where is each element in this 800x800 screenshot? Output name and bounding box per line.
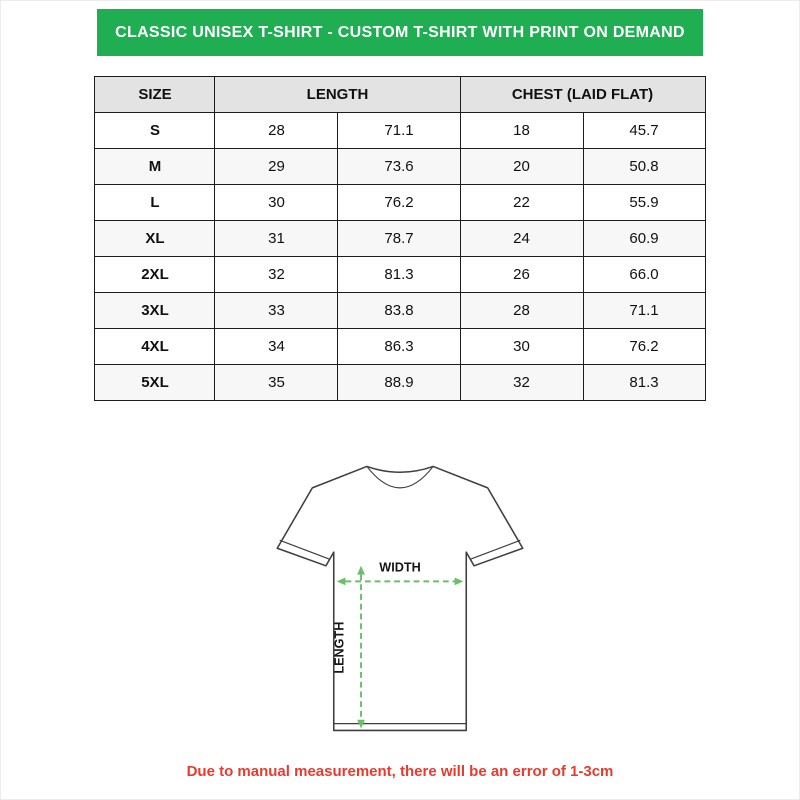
length-cm: 81.3 [338,257,460,293]
length-in: 31 [215,221,338,257]
chest-in: 32 [460,365,583,401]
length-label: LENGTH [332,621,347,674]
table-header-row [95,77,705,113]
table-row [95,185,705,221]
chest-in: 22 [460,185,583,221]
length-cm: 88.9 [338,365,460,401]
table-row [95,221,705,257]
chest-in: 24 [460,221,583,257]
tshirt-outline [277,466,522,730]
length-in: 34 [215,329,338,365]
chest-cm: 76.2 [583,329,705,365]
table-row [95,113,705,149]
length-cm: 76.2 [338,185,460,221]
page-title: CLASSIC UNISEX T-SHIRT - CUSTOM T-SHIRT WITH PRINT ON DEMAND [115,23,685,41]
size-value: M [95,149,215,185]
measurement-diagram [240,445,560,747]
table-row [95,329,705,365]
length-in: 30 [215,185,338,221]
column-header-size: SIZE [95,77,215,113]
chest-in: 18 [460,113,583,149]
length-cm: 86.3 [338,329,460,365]
length-cm: 71.1 [338,113,460,149]
table-row [95,149,705,185]
size-value: 5XL [95,365,215,401]
chest-in: 20 [460,149,583,185]
chest-cm: 81.3 [583,365,705,401]
chest-in: 26 [460,257,583,293]
length-in: 28 [215,113,338,149]
chest-cm: 55.9 [583,185,705,221]
chest-cm: 60.9 [583,221,705,257]
column-header-length: LENGTH [215,77,460,113]
measurement-note: Due to manual measurement, there will be an error of 1-3cm [186,763,614,780]
size-chart-table [94,76,705,401]
length-cm: 73.6 [338,149,460,185]
length-in: 32 [215,257,338,293]
length-in: 35 [215,365,338,401]
title-banner [97,9,703,56]
chest-in: 28 [460,293,583,329]
table-row [95,365,705,401]
chest-cm: 50.8 [583,149,705,185]
table-row [95,257,705,293]
tshirt-diagram [240,445,560,747]
size-value: XL [95,221,215,257]
length-in: 29 [215,149,338,185]
size-value: S [95,113,215,149]
chest-in: 30 [460,329,583,365]
size-value: 4XL [95,329,215,365]
column-header-chest: CHEST (LAID FLAT) [460,77,705,113]
size-value: 3XL [95,293,215,329]
length-cm: 78.7 [338,221,460,257]
length-cm: 83.8 [338,293,460,329]
width-label: WIDTH [379,560,421,575]
chest-cm: 66.0 [583,257,705,293]
table-row [95,293,705,329]
chest-cm: 45.7 [583,113,705,149]
length-in: 33 [215,293,338,329]
chest-cm: 71.1 [583,293,705,329]
size-value: L [95,185,215,221]
size-value: 2XL [95,257,215,293]
